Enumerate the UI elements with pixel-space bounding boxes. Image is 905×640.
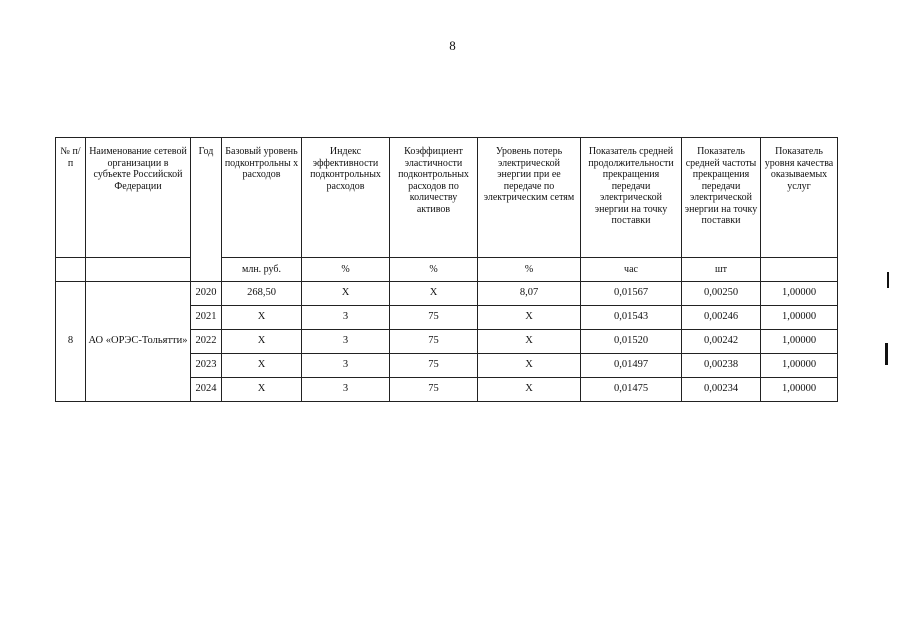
table-cell: 1,00000 xyxy=(761,282,838,306)
table-cell: Х xyxy=(222,330,302,354)
units-cell: час xyxy=(581,258,682,282)
table-cell: Х xyxy=(478,378,581,402)
table-cell: Х xyxy=(222,354,302,378)
table-cell: 0,00242 xyxy=(682,330,761,354)
units-row xyxy=(56,258,838,282)
year-cell: 2023 xyxy=(191,354,222,378)
header-cell: Наименование сетевой организации в субъекте Российской Федерации xyxy=(86,138,191,258)
table-cell: 1,00000 xyxy=(761,378,838,402)
units-cell xyxy=(56,258,86,282)
header-cell: Год xyxy=(191,138,222,282)
scan-mark xyxy=(885,343,888,365)
table-cell: 75 xyxy=(390,378,478,402)
year-cell: 2022 xyxy=(191,330,222,354)
table-cell: 0,01497 xyxy=(581,354,682,378)
header-cell: Базовый уровень подконтрольны х расходов xyxy=(222,138,302,258)
table-cell: 1,00000 xyxy=(761,354,838,378)
table-cell: 0,01520 xyxy=(581,330,682,354)
table-cell: Х xyxy=(478,330,581,354)
units-cell xyxy=(761,258,838,282)
table-cell: 0,00234 xyxy=(682,378,761,402)
table-cell: 3 xyxy=(302,378,390,402)
row-number-cell: 8 xyxy=(56,282,86,402)
units-cell xyxy=(86,258,191,282)
year-cell: 2024 xyxy=(191,378,222,402)
table-cell: Х xyxy=(302,282,390,306)
units-cell: шт xyxy=(682,258,761,282)
units-cell: % xyxy=(302,258,390,282)
table-row xyxy=(56,282,838,306)
units-cell: % xyxy=(390,258,478,282)
year-cell: 2020 xyxy=(191,282,222,306)
table-cell: Х xyxy=(390,282,478,306)
header-cell: Показатель уровня качества оказываемых услуг xyxy=(761,138,838,258)
table-cell: 0,01475 xyxy=(581,378,682,402)
table-cell: 8,07 xyxy=(478,282,581,306)
table-cell: 3 xyxy=(302,306,390,330)
table-cell: 0,01567 xyxy=(581,282,682,306)
table-cell: 0,00250 xyxy=(682,282,761,306)
page-number: 8 xyxy=(449,38,456,53)
table-cell: Х xyxy=(222,306,302,330)
table-cell: 1,00000 xyxy=(761,330,838,354)
table-cell: 75 xyxy=(390,306,478,330)
header-cell: Индекс эффективности подконтрольных расходов xyxy=(302,138,390,258)
table-cell: 3 xyxy=(302,354,390,378)
table-cell: 1,00000 xyxy=(761,306,838,330)
table-cell: Х xyxy=(478,306,581,330)
units-cell: млн. руб. xyxy=(222,258,302,282)
table-cell: Х xyxy=(478,354,581,378)
organization-cell: АО «ОРЭС-Тольятти» xyxy=(86,282,191,402)
year-cell: 2021 xyxy=(191,306,222,330)
header-row xyxy=(56,138,838,258)
table-cell: 75 xyxy=(390,330,478,354)
units-cell: % xyxy=(478,258,581,282)
header-cell: Показатель средней частоты прекращения передачи электрической энергии на точку поставки xyxy=(682,138,761,258)
table-cell: 0,00246 xyxy=(682,306,761,330)
table-cell: 0,00238 xyxy=(682,354,761,378)
table-cell: 3 xyxy=(302,330,390,354)
table-cell: Х xyxy=(222,378,302,402)
header-cell: № п/п xyxy=(56,138,86,258)
table-cell: 0,01543 xyxy=(581,306,682,330)
header-cell: Показатель средней продолжительности прекращения передачи электрической энергии на точку поставки xyxy=(581,138,682,258)
table-cell: 75 xyxy=(390,354,478,378)
table-cell: 268,50 xyxy=(222,282,302,306)
header-cell: Уровень потерь электрической энергии при ее передаче по электрическим сетям xyxy=(478,138,581,258)
indicators-table xyxy=(55,137,838,402)
header-cell: Коэффициент эластичности подконтрольных расходов по количеству активов xyxy=(390,138,478,258)
scan-mark xyxy=(887,272,889,288)
